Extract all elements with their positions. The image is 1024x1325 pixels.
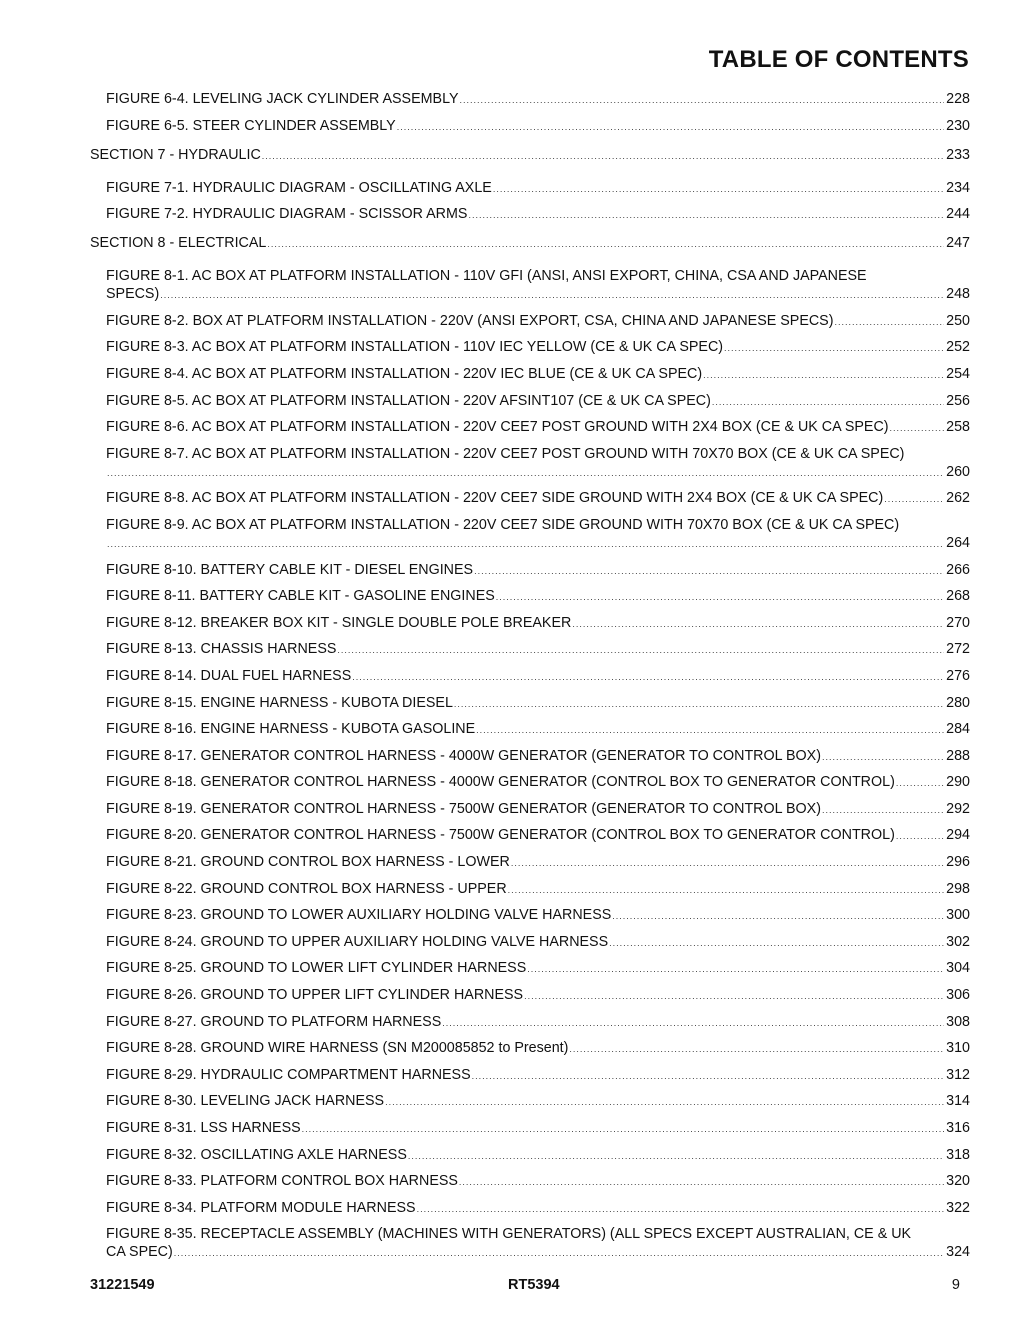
toc-page-number: 298	[946, 880, 970, 897]
dot-leader	[822, 801, 944, 819]
toc-page-number: 254	[946, 365, 970, 382]
toc-entry-label-line1: FIGURE 8-7. AC BOX AT PLATFORM INSTALLATION - 220V CEE7 POST GROUND WITH 70X70 BOX (CE & UK CA SPEC)	[106, 445, 905, 462]
toc-figure-entry[interactable]	[90, 747, 970, 766]
toc-figure-entry[interactable]	[90, 959, 970, 978]
toc-figure-entry[interactable]	[90, 1172, 970, 1191]
toc-entry-label-line1: FIGURE 8-35. RECEPTACLE ASSEMBLY (MACHINES WITH GENERATORS) (ALL SPECS EXCEPT AUSTRALIAN, CE & UK	[106, 1226, 912, 1243]
toc-entry-label: FIGURE 8-12. BREAKER BOX KIT - SINGLE DOUBLE POLE BREAKER	[106, 614, 572, 631]
toc-page-number: 276	[946, 667, 970, 684]
dot-leader	[408, 1147, 944, 1165]
dot-leader	[896, 774, 944, 792]
dot-leader	[262, 147, 944, 165]
dot-leader	[493, 180, 944, 198]
toc-page-number: 258	[946, 419, 970, 436]
toc-entry-label: FIGURE 8-30. LEVELING JACK HARNESS	[106, 1093, 385, 1110]
toc-entry-label: FIGURE 6-5. STEER CYLINDER ASSEMBLY	[106, 117, 396, 134]
toc-entry-label: FIGURE 8-29. HYDRAULIC COMPARTMENT HARNESS	[106, 1066, 471, 1083]
dot-leader	[160, 286, 944, 304]
dot-leader	[511, 854, 944, 872]
toc-page-number: 292	[946, 800, 970, 817]
toc-page-number: 284	[946, 721, 970, 738]
toc-figure-entry[interactable]	[90, 489, 970, 508]
dot-leader	[703, 366, 944, 384]
toc-figure-entry[interactable]	[90, 773, 970, 792]
dot-leader	[724, 339, 944, 357]
toc-figure-entry[interactable]	[90, 516, 970, 553]
dot-leader	[468, 206, 944, 224]
toc-entry-label: FIGURE 8-27. GROUND TO PLATFORM HARNESS	[106, 1013, 442, 1030]
toc-page-number: 300	[946, 907, 970, 924]
toc-entry-label: FIGURE 8-16. ENGINE HARNESS - KUBOTA GASOLINE	[106, 721, 476, 738]
dot-leader	[107, 464, 944, 482]
toc-figure-entry[interactable]	[90, 267, 970, 304]
toc-entry-label: FIGURE 7-2. HYDRAULIC DIAGRAM - SCISSOR ARMS	[106, 206, 468, 223]
toc-entry-label: FIGURE 8-20. GENERATOR CONTROL HARNESS - 7500W GENERATOR (CONTROL BOX TO GENERATOR CONTROL)	[106, 827, 895, 844]
toc-page-number: 260	[946, 463, 970, 480]
toc-figure-entry[interactable]	[90, 1066, 970, 1085]
toc-entry-label: FIGURE 8-8. AC BOX AT PLATFORM INSTALLATION - 220V CEE7 SIDE GROUND WITH 2X4 BOX (CE & UK CA SPEC)	[106, 490, 884, 507]
toc-figure-entry[interactable]	[90, 1225, 970, 1262]
toc-entry-label: SECTION 8 - ELECTRICAL	[90, 235, 267, 252]
toc-page-number: 290	[946, 774, 970, 791]
toc-page-number: 302	[946, 933, 970, 950]
toc-figure-entry[interactable]	[90, 1199, 970, 1218]
toc-page-number: 318	[946, 1146, 970, 1163]
toc-page-number: 294	[946, 827, 970, 844]
document-number: 31221549	[90, 1277, 155, 1293]
toc-page-number: 252	[946, 339, 970, 356]
toc-entry-label: FIGURE 8-26. GROUND TO UPPER LIFT CYLINDER HARNESS	[106, 987, 524, 1004]
dot-leader	[834, 313, 944, 331]
toc-entry-label: FIGURE 8-3. AC BOX AT PLATFORM INSTALLATION - 110V IEC YELLOW (CE & UK CA SPEC)	[106, 339, 724, 356]
toc-page-number: 228	[946, 91, 970, 107]
dot-leader	[459, 1173, 944, 1191]
dot-leader	[496, 588, 944, 606]
dot-leader	[896, 827, 944, 845]
page-title: TABLE OF CONTENTS	[708, 46, 969, 73]
toc-entry-label: FIGURE 8-2. BOX AT PLATFORM INSTALLATION - 220V (ANSI EXPORT, CSA, CHINA AND JAPANESE SPECS)	[106, 312, 834, 329]
toc-entry-label-line1: FIGURE 8-1. AC BOX AT PLATFORM INSTALLATION - 110V GFI (ANSI, ANSI EXPORT, CHINA, CSA AND JAPANESE	[106, 268, 867, 285]
dot-leader	[712, 393, 944, 411]
toc-page-number: 264	[946, 534, 970, 551]
dot-leader	[609, 934, 944, 952]
dot-leader	[352, 668, 944, 686]
toc-figure-entry[interactable]	[90, 117, 970, 136]
toc-figure-entry[interactable]	[90, 445, 970, 482]
toc-page-number: 322	[946, 1199, 970, 1216]
dot-leader	[572, 615, 944, 633]
toc-page-number: 250	[946, 312, 970, 329]
toc-page-number: 316	[946, 1120, 970, 1136]
toc-figure-entry[interactable]	[90, 853, 970, 872]
toc-figure-entry[interactable]	[90, 826, 970, 845]
toc-page-number: 230	[946, 117, 970, 134]
toc-page-number: 320	[946, 1173, 970, 1190]
dot-leader	[612, 907, 944, 925]
toc-page-number: 234	[946, 179, 970, 196]
toc-page-number: 256	[946, 392, 970, 409]
dot-leader	[267, 235, 944, 253]
toc-figure-entry[interactable]	[90, 418, 970, 437]
toc-page-number: 304	[946, 960, 970, 977]
toc-figure-entry[interactable]	[90, 1013, 970, 1032]
toc-page-number: 248	[946, 286, 970, 303]
toc-page-number: 288	[946, 747, 970, 764]
model-number: RT5394	[508, 1277, 560, 1293]
toc-entry-label: FIGURE 8-33. PLATFORM CONTROL BOX HARNESS	[106, 1173, 458, 1190]
toc-entry-label: FIGURE 8-5. AC BOX AT PLATFORM INSTALLATION - 220V AFSINT107 (CE & UK CA SPEC)	[106, 392, 711, 409]
toc-figure-entry[interactable]	[90, 694, 970, 713]
toc-entry-label: FIGURE 8-24. GROUND TO UPPER AUXILIARY HOLDING VALVE HARNESS	[106, 933, 609, 950]
dot-leader	[174, 1244, 944, 1262]
page-number: 9	[951, 1277, 960, 1293]
toc-entry-label: FIGURE 8-25. GROUND TO LOWER LIFT CYLINDER HARNESS	[106, 960, 527, 977]
toc-page-number: 268	[946, 588, 970, 605]
toc-figure-entry[interactable]	[90, 640, 970, 659]
toc-page-number: 324	[946, 1244, 970, 1261]
toc-entry-label: FIGURE 8-6. AC BOX AT PLATFORM INSTALLATION - 220V CEE7 POST GROUND WITH 2X4 BOX (CE & UK CA SPEC)	[106, 419, 889, 436]
toc-page-number: 262	[946, 490, 970, 507]
dot-leader	[417, 1200, 945, 1218]
table-of-contents	[90, 90, 970, 1270]
toc-figure-entry[interactable]	[90, 880, 970, 899]
toc-entry-label: FIGURE 8-31. LSS HARNESS	[106, 1120, 301, 1136]
toc-page-number: 244	[946, 206, 970, 223]
toc-page-number: 266	[946, 561, 970, 578]
dot-leader	[107, 535, 944, 553]
toc-entry-label: FIGURE 8-13. CHASSIS HARNESS	[106, 641, 337, 658]
toc-entry-label: FIGURE 8-34. PLATFORM MODULE HARNESS	[106, 1199, 416, 1216]
toc-figure-entry[interactable]	[90, 906, 970, 925]
toc-section-entry[interactable]	[90, 146, 970, 165]
toc-entry-label-line1: FIGURE 8-9. AC BOX AT PLATFORM INSTALLATION - 220V CEE7 SIDE GROUND WITH 70X70 BOX (CE & UK CA SPEC)	[106, 516, 900, 533]
toc-figure-entry[interactable]	[90, 205, 970, 224]
toc-entry-label: FIGURE 6-4. LEVELING JACK CYLINDER ASSEMBLY	[106, 91, 459, 107]
toc-page-number: 314	[946, 1093, 970, 1110]
dot-leader	[472, 1067, 945, 1085]
dot-leader	[476, 721, 944, 739]
toc-figure-entry[interactable]	[90, 561, 970, 580]
toc-entry-label: FIGURE 8-17. GENERATOR CONTROL HARNESS - 4000W GENERATOR (GENERATOR TO CONTROL BOX)	[106, 747, 821, 764]
dot-leader	[385, 1093, 944, 1111]
dot-leader	[569, 1040, 944, 1058]
dot-leader	[524, 987, 944, 1005]
toc-entry-label: SPECS)	[106, 286, 160, 303]
toc-figure-entry[interactable]	[90, 720, 970, 739]
toc-page-number: 296	[946, 854, 970, 871]
toc-figure-entry[interactable]	[90, 392, 970, 411]
dot-leader	[337, 641, 944, 659]
toc-entry-label: FIGURE 8-18. GENERATOR CONTROL HARNESS - 4000W GENERATOR (CONTROL BOX TO GENERATOR CONTROL)	[106, 774, 895, 791]
dot-leader	[474, 562, 944, 580]
toc-entry-label: FIGURE 8-19. GENERATOR CONTROL HARNESS - 7500W GENERATOR (GENERATOR TO CONTROL BOX)	[106, 800, 821, 817]
toc-figure-entry[interactable]	[90, 1119, 970, 1138]
dot-leader	[890, 419, 945, 437]
toc-entry-label: FIGURE 8-11. BATTERY CABLE KIT - GASOLINE ENGINES	[106, 588, 495, 605]
dot-leader	[397, 118, 944, 136]
toc-page-number: 280	[946, 694, 970, 711]
toc-figure-entry[interactable]	[90, 614, 970, 633]
toc-entry-label: FIGURE 8-10. BATTERY CABLE KIT - DIESEL ENGINES	[106, 561, 474, 578]
toc-page-number: 310	[946, 1040, 970, 1057]
dot-leader	[527, 960, 944, 978]
toc-page-number: 306	[946, 987, 970, 1004]
toc-entry-label: FIGURE 8-14. DUAL FUEL HARNESS	[106, 667, 352, 684]
toc-figure-entry[interactable]	[90, 986, 970, 1005]
toc-entry-label: FIGURE 8-21. GROUND CONTROL BOX HARNESS - LOWER	[106, 854, 510, 871]
dot-leader	[884, 490, 944, 508]
toc-figure-entry[interactable]	[90, 1039, 970, 1058]
dot-leader	[302, 1120, 944, 1138]
dot-leader	[822, 748, 944, 766]
toc-figure-entry[interactable]	[90, 1146, 970, 1165]
dot-leader	[508, 881, 944, 899]
toc-figure-entry[interactable]	[90, 179, 970, 198]
toc-page-number: 233	[946, 146, 970, 163]
toc-page-number: 272	[946, 641, 970, 658]
toc-entry-label: FIGURE 8-28. GROUND WIRE HARNESS (SN M200085852 to Present)	[106, 1040, 569, 1057]
toc-entry-label: SECTION 7 - HYDRAULIC	[90, 146, 261, 163]
toc-page-number: 312	[946, 1066, 970, 1083]
toc-section-entry[interactable]	[90, 234, 970, 253]
toc-entry-label: FIGURE 8-4. AC BOX AT PLATFORM INSTALLATION - 220V IEC BLUE (CE & UK CA SPEC)	[106, 365, 703, 382]
toc-entry-label: FIGURE 8-23. GROUND TO LOWER AUXILIARY HOLDING VALVE HARNESS	[106, 907, 612, 924]
toc-entry-label: FIGURE 8-32. OSCILLATING AXLE HARNESS	[106, 1146, 407, 1163]
toc-figure-entry[interactable]	[90, 338, 970, 357]
dot-leader	[442, 1014, 944, 1032]
toc-page-number: 247	[946, 235, 970, 252]
toc-figure-entry[interactable]	[90, 312, 970, 331]
toc-figure-entry[interactable]	[90, 90, 970, 109]
toc-figure-entry[interactable]	[90, 933, 970, 952]
toc-page-number: 270	[946, 614, 970, 631]
toc-entry-label: FIGURE 8-15. ENGINE HARNESS - KUBOTA DIESEL	[106, 694, 453, 711]
toc-figure-entry[interactable]	[90, 667, 970, 686]
toc-figure-entry[interactable]	[90, 365, 970, 384]
toc-figure-entry[interactable]	[90, 587, 970, 606]
toc-entry-label: FIGURE 8-22. GROUND CONTROL BOX HARNESS - UPPER	[106, 880, 507, 897]
toc-entry-label: CA SPEC)	[106, 1244, 173, 1261]
dot-leader	[454, 695, 944, 713]
dot-leader	[460, 91, 945, 109]
toc-figure-entry[interactable]	[90, 800, 970, 819]
toc-page-number: 308	[946, 1013, 970, 1030]
toc-entry-label: FIGURE 7-1. HYDRAULIC DIAGRAM - OSCILLATING AXLE	[106, 179, 492, 196]
toc-figure-entry[interactable]	[90, 1092, 970, 1111]
